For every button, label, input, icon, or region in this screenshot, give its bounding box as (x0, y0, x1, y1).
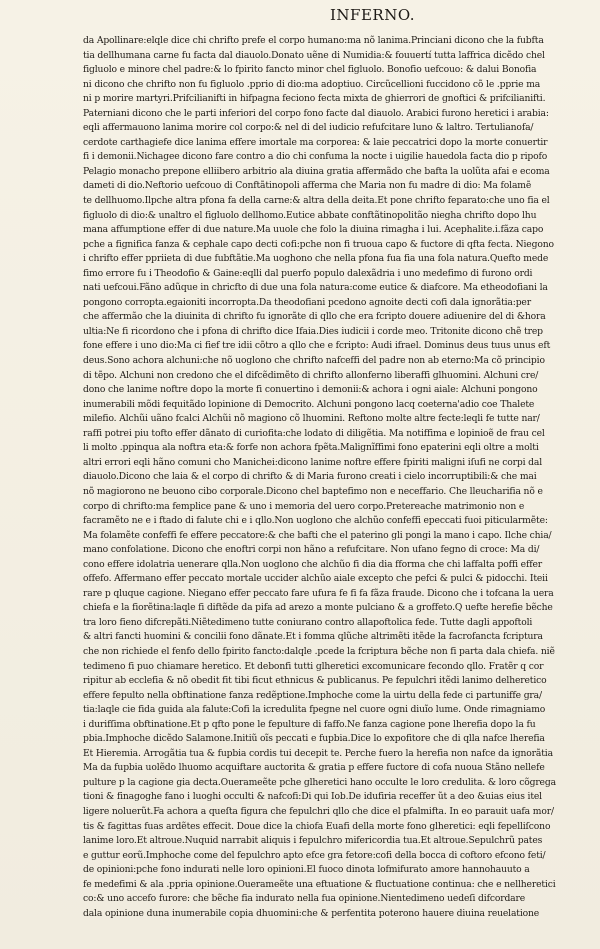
text-line: ligere noluerũt.Fa achora a queſta figura che fepulchri qllo che dice el pfalmifta. In eo parauit uafa mor/ (83, 805, 554, 817)
text-line: eqli affermauono lanima morire col corpo:& nel di del iudicio refufcitare luno & laltro. Tertulianofa/ (83, 122, 534, 134)
text-line: pche a fignifica fanza & cephale capo decti cofi:pche non fi truoua capo & fuctore di qfta fecta. Niegono (83, 238, 554, 250)
text-line: di tẽpo. Alchuni non credono che el difcẽdimẽto di chrifto allonferno liberaffi glhuomini. Alchuni cre/ (83, 369, 539, 381)
text-line: lanime loro.Et altroue.Nuquid narrabit aliquis i fepulchro mifericordia tua.Et altroue.Sepulchrũ pates (83, 835, 543, 847)
text-line: tra loro fieno difcrepãti.Niẽtedimeno tutte coniurano contro allapoftolica fede. Tutte dagli appoftoli (83, 616, 533, 628)
text-line: pongono corropta.egaioniti incorropta.Da theodofiani pcedono agnoite decti cofi dala ignorãtia:per (83, 296, 531, 308)
text-line: effere fepulto nella obftinatione fanza redẽptione.Imphoche come la uirtu della fede ci partuniffe gra/ (83, 689, 542, 701)
text-line: figluolo e minore chel padre:& lo fpirito fancto minor chel figluolo. Bonofio uefcouo: & dalui Bonofia (83, 64, 537, 76)
text-line: nõ magiorono ne beuono cibo corporale.Dicono chel baptefimo non e neceffario. Che lleucharifia nõ e (83, 485, 543, 497)
text-line: cono effere idolatria uenerare qlla.Non uoglono che alchũo fi dia dia fforma che chi laffalta poffi effer (83, 558, 542, 570)
text-line: Paterniani dicono che le parti inferiori del corpo fono facte dal diauolo. Arabici furono heretici i arabia: (83, 107, 549, 119)
text-line: te dellhuomo.Ilpche altra pfona fa della carne:& altra della deita.Et pone chrifto feparato:che uno fia el (83, 195, 550, 207)
text-line: Ma da fupbia uolẽdo lhuomo acquiftare auctorita & gratia p effere fuctore di cofa nuoua Stãno nellefe (83, 762, 545, 774)
running-head: INFERNO. (330, 6, 416, 24)
text-line: fi i demonii.Nichagee dicono fare contro a dio chi confuma la nocte i uigilie hauedola facta dio p ripofo (83, 151, 548, 163)
text-line: chiefa e la fiorẽtina:laqle fi diftẽde da pifa ad arezo a monte pulciano & a groffeto.Q uefte herefie bẽche (83, 602, 553, 614)
text-line: cerdote carthagiefe dice lanima effere imortale ma corporea: & laie peccatrici dopo la morte conuertir (83, 136, 548, 148)
text-line: de opinioni:pche fono indurati nelle loro opinioni.El fuoco dinota lofmifurato amore hannohauuto a (83, 864, 530, 876)
text-line: fimo errore fu i Theodofio & Gaine:eqlli dal puerfo populo dalexãdria i uno medefimo di furono ordi (83, 267, 533, 279)
text-line: milefio. Alchũi uãno fcalci Alchũi nõ magiono cõ lhuomini. Reftono molte altre fecte:leqli fe tutte nar/ (83, 413, 540, 425)
text-line: Pelagio monacho prepone elliibero arbitrio ala diuina gratia affermãdo che bafta la uolũta afai e ecoma (83, 165, 550, 177)
text-line: che affermão che la diuinita di chrifto fu ignorãte di qllo che era fcripto douere adiuenire del di &hora (83, 311, 546, 323)
text-line: & altri fancti huomini & concilii fono dãnate.Et i fomma qlũche altrimẽti itẽde la facrofancta fcriptura (83, 631, 543, 643)
text-line: rare p qluque cagione. Niegano effer peccato fare ufura fe fi fa fãza fraude. Dicono che i tofcana la uera (83, 587, 554, 599)
text-line: i chrifto effer ppriieta di due fubftãtie.Ma uoghono che nella pfona fua fia una fola natura.Quefto mede (83, 253, 549, 265)
text-line: dala opinione duna inumerabile copia dhuomini:che & perfentita poterono hauere diuina reuelatione (83, 907, 540, 919)
text-line: Et Hieremia. Arrogãtia tua & fupbia cordis tui decepit te. Perche fuero la herefia non nafce da ignorãtia (83, 747, 553, 759)
text-line: figluolo di dio:& unaltro el figluolo dellhomo.Eutice abbate conftãtinopolitão niegha chrifto dopo lhu (83, 209, 537, 221)
text-line: dono che lanime noftre dopo la morte fi conuertino i demonii:& achora i ogni aiale: Alchuni pongono (83, 384, 538, 396)
text-line: tis & fagittas fuas ardẽtes effecit. Doue dice la chiofa Euafi della morte fono glheretici: eqli fepelliſcono (83, 820, 551, 832)
text-line: Ma folamẽte confeffi fe effere peccatore:& che bafti che el paterino gli pongi la mano i capo. Ilche chia/ (83, 529, 552, 541)
text-line: tia dellhumana carne fu facta dal diauolo.Donato uẽne di Numidia:& fouuertí tutta laffrica dicẽdo chel (83, 49, 545, 61)
text-line: i durifſima obftinatione.Et p qfto pone le fepulture di faffo.Ne fanza cagione pone lherefia dopo la fu (83, 718, 536, 730)
text-line: mana affumptione effer di due nature.Ma uuole che folo la diuina rimagha i lui. Acephalite.i.fãza capo (83, 224, 544, 236)
text-line: tioni & finagoghe fano i luoghi occulti & nafcofi:Di qui Iob.De idufiria receffer ũt a deo &uias eius itel (83, 791, 542, 803)
text-line: e guttur eorũ.Imphoche come del fepulchro apto efce gra fetore:cofi della bocca di coftoro efcono feti/ (83, 849, 546, 861)
text-line: ni dicono che chrifto non fu figluolo .pprio di dio:ma adoptiuo. Circũcellioni fuccidono cõ le .pprie ma (83, 78, 541, 90)
text-line: tia:laqle cie fida guida ala falute:Cofi la icredulita fpegne nel cuore ogni diuĩo lume. Onde rimagniamo (83, 704, 546, 716)
text-line: facramẽto ne e i ftado di falute chi e i qllo.Non uoglono che alchũo confeffi epeccati fuoi piticularmẽte: (83, 515, 548, 527)
text-line: altri errori eqli hãno comuni cho Manichei:dicono lanime noftre effere fpiriti maligni iſufi ne corpi dal (83, 456, 543, 468)
text-line: pbia.Imphoche dicẽdo Salamone.Initiũ oĩs peccati e fupbia.Dice lo expofitore che di qlla nafce lherefia (83, 733, 545, 745)
text-line: corpo di chrifto:ma femplice pane & uno i memoria del uero corpo.Pretereache matrimonio non e (83, 500, 525, 512)
text-line: nati uefcoui.Fãno adũque in chricfto di due una fola natura:come eutice & diafcore. Ma etheodofiani la (83, 282, 548, 294)
text-line: ripitur ab ecclefia & nõ obedit fit tibi ficut ethnicus & publicanus. Pe fepulchri itẽdi lanimo delheretico (83, 675, 547, 687)
text-line: ultia:Ne fi ricordono che i pfona di chrifto dice Ifaia.Dies iudicii i corde meo. Tritonite dicono chẽ trep (83, 325, 543, 337)
text-line: da Apollinare:elqle dice chi chrifto prefe el corpo humano:ma nõ lanima.Princiani dicono che la fubfta (83, 35, 544, 46)
text-line: offefo. Affermano effer peccato mortale uccider alchũo aiale excepto che pefci & pulci & pidocchi. Iteii (83, 573, 548, 585)
text-line: ni p morire martyri.Prifcilianifti in hifpagna feciono fecta mixta de ghierrori de gnoftici & prifcilianifti. (83, 93, 546, 105)
text-line: tedimeno fi puo chiamare heretico. Et debonfi tutti glheretici excomunicare fecondo qllo. Fratẽr q cor (83, 660, 544, 672)
text-line: co:& uno accefo furore: che bẽche fia indurato nella fua opinione.Nientedimeno uedeſi difcordare (83, 893, 526, 905)
text-line: deus.Sono achora alchuni:che nõ uoglono che chrifto nafceffi del padre non ab eterno:Ma cõ principio (83, 355, 545, 367)
text-line: fone effere i uno dio:Ma ci fief tre idii cõtro a qllo che e fcripto: Audi ifrael. Dominus deus tuus unus eft (83, 340, 551, 352)
text-line: inumerabili mõdi fequitãdo lopinione di Democrito. Alchuni pongono lacq coeterna'adio coe Thalete (83, 398, 535, 410)
text-line: mano confolatione. Dicono che enoftri corpi non hãno a refufcitare. Non ufano fegno di croce: Ma di/ (83, 544, 540, 556)
text-line: diauolo.Dicono che laia & el corpo di chrifto & di Maria furono creati i cielo incorruptibili:& che mai (83, 471, 537, 483)
commentary-text-block (83, 34, 583, 939)
text-line: raffi potrei piu tofto effer dãnato di curiofita:che lodato di diligẽtia. Ma notiffima e lopinioẽ de frau cel (83, 427, 545, 439)
text-line: fe medefimi & ala .ppria opinione.Ouerameẽte una eftuatione & fluctuatione continua: che e nellheretici (83, 878, 556, 890)
text-line: dameti di dio.Neftorio uefcouo di Conftãtinopoli afferma che Maria non fu madre di dio: Ma folamẽ (83, 180, 532, 192)
text-line: li molto .ppinqua ala noftra eta:& forfe non achora fpẽta.Malignĩffimi fono epaterini eqli oltre a molti (83, 442, 539, 454)
text-line: che non richiede el fenfo dello fpirito fancto:dalqle .pcede la fcriptura bẽche non fi parta dala chiefa. niẽ (83, 645, 555, 657)
text-line: pulture p la cagione gia decta.Ouerameẽte pche glheretici hano occulte le loro credulita. & loro cõgrega (83, 776, 556, 788)
